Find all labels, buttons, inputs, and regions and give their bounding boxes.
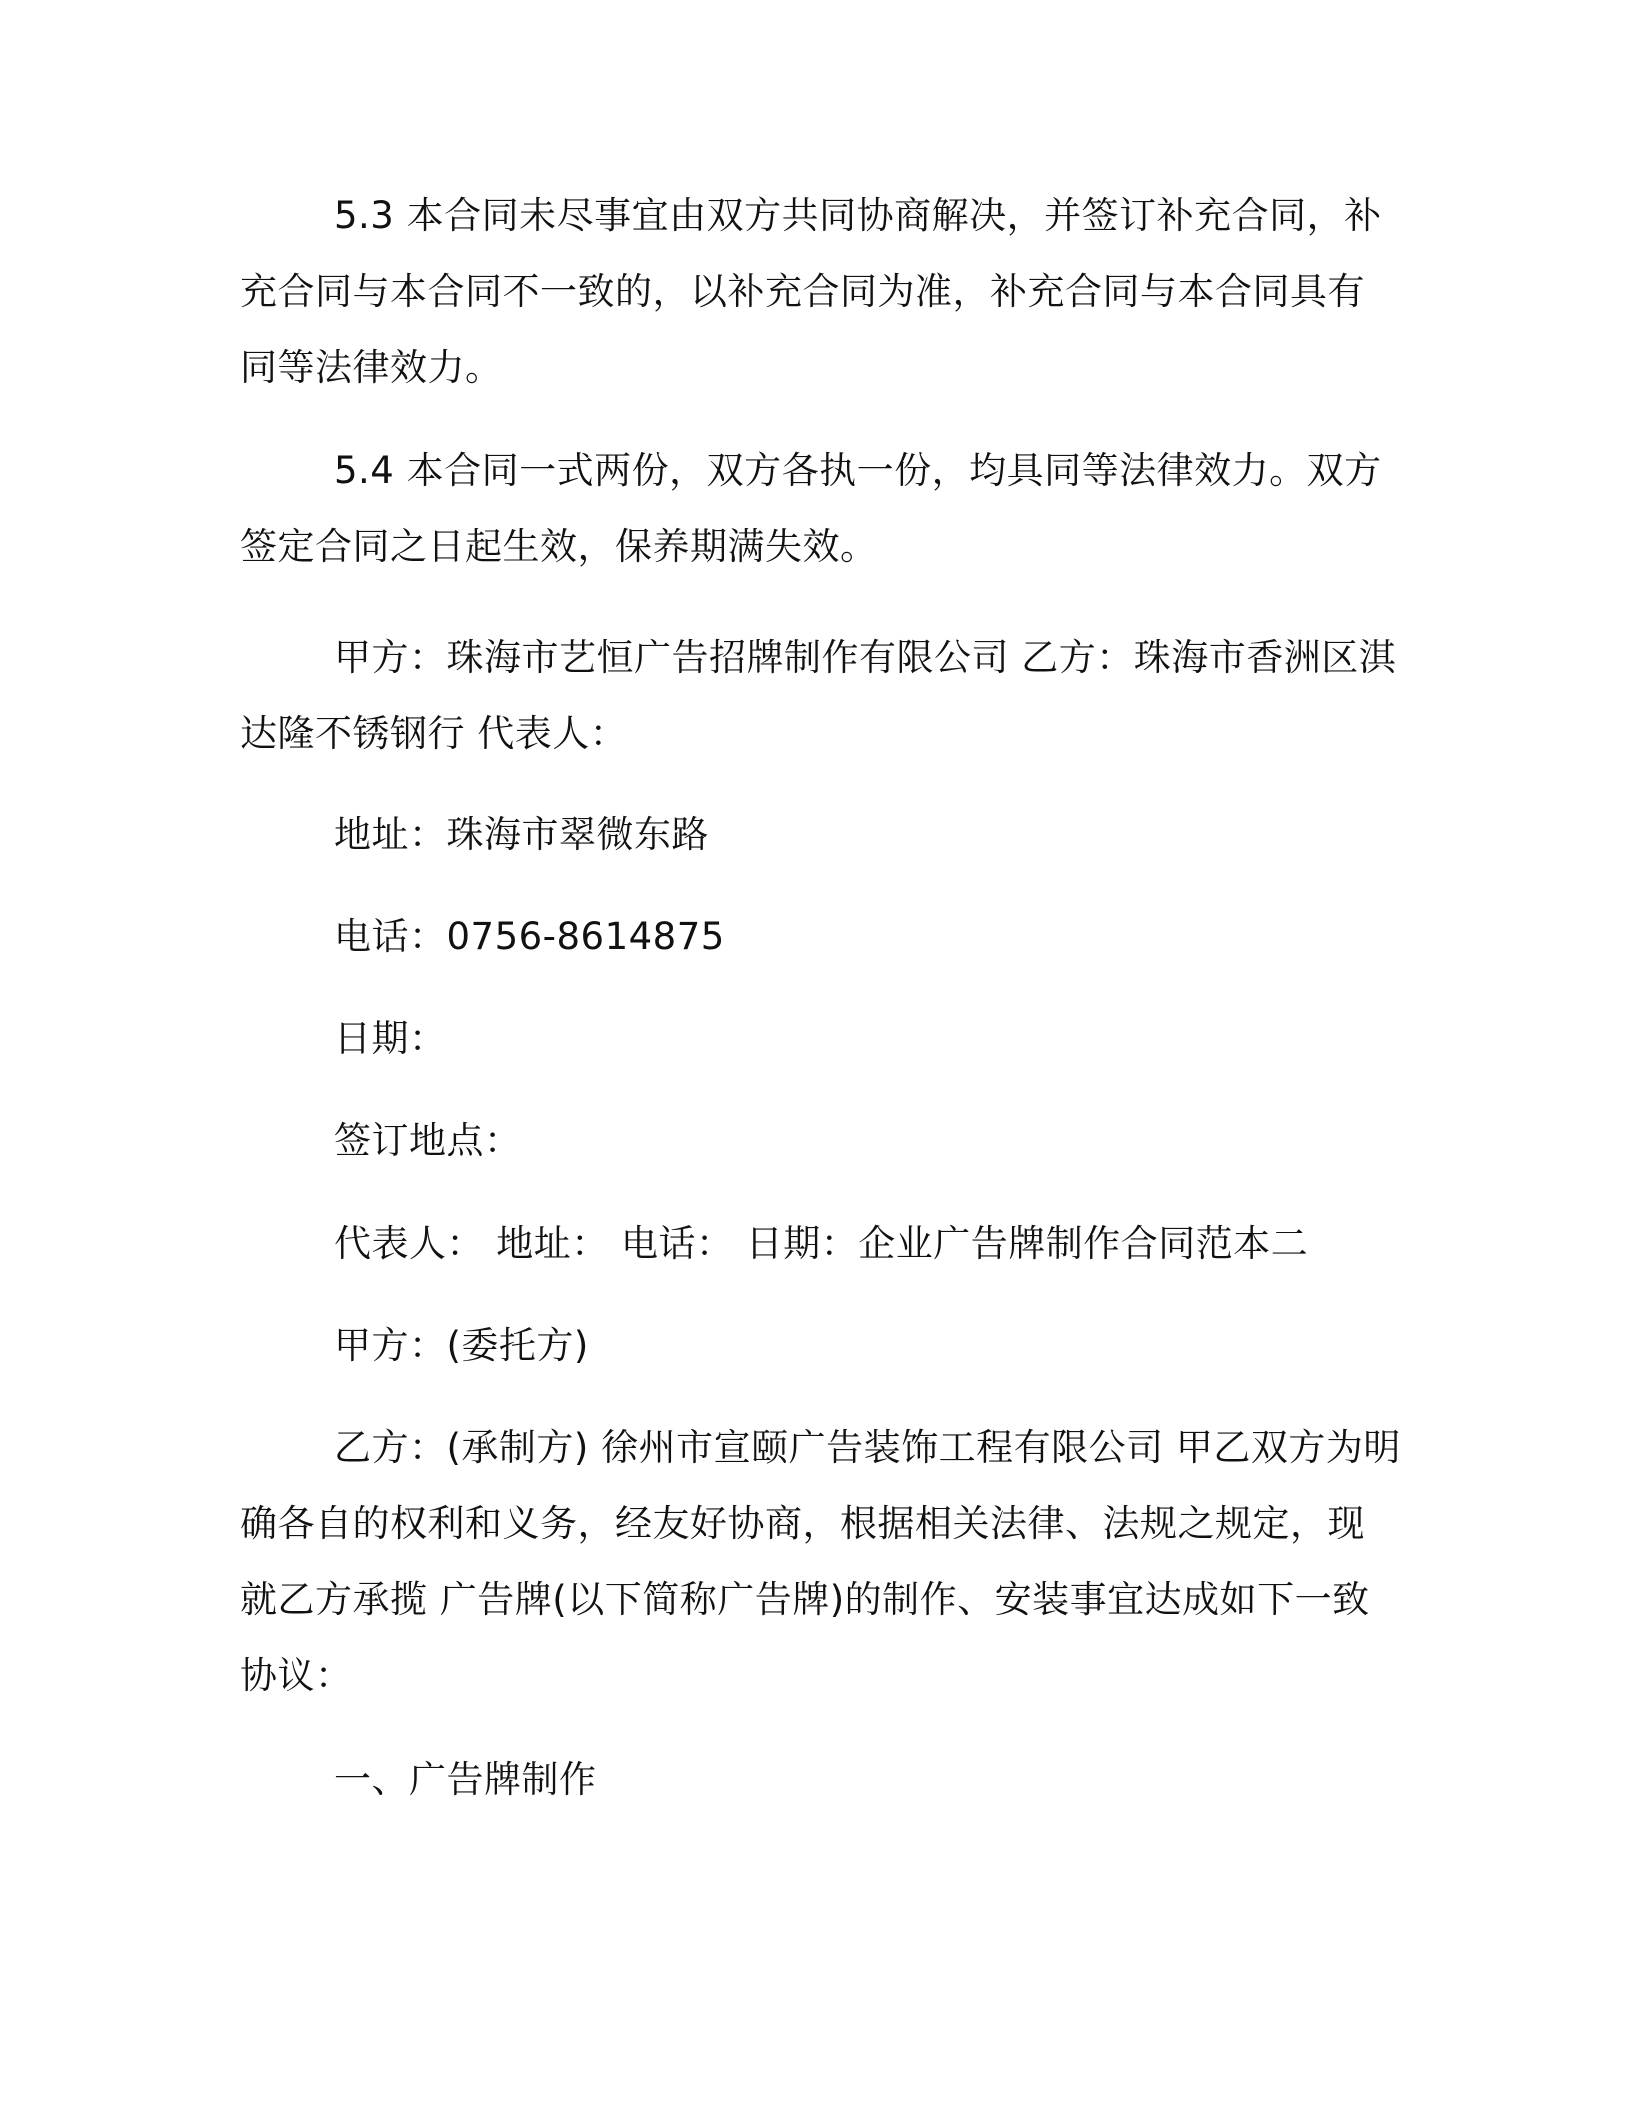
text-line: 5.4 本合同一式两份，双方各执一份，均具同等法律效力。双方 [334, 449, 1382, 492]
text-line: 甲方：珠海市艺恒广告招牌制作有限公司 乙方：珠海市香洲区淇 [334, 636, 1397, 679]
text-line: 同等法律效力。 [240, 346, 503, 389]
text-line: 一、广告牌制作 [334, 1758, 597, 1801]
paragraph-rep-line [240, 1206, 1400, 1282]
text-line: 就乙方承揽 广告牌(以下简称广告牌)的制作、安装事宜达成如下一致 [240, 1578, 1370, 1621]
text-line: 电话：0756-8614875 [334, 915, 725, 958]
text-line: 达隆不锈钢行 代表人： [240, 712, 628, 755]
section-heading-1 [240, 1742, 1400, 1818]
paragraph-phone [240, 899, 1400, 975]
paragraph-sign-place [240, 1103, 1400, 1179]
paragraph-party-b [240, 1410, 1400, 1714]
text-line: 地址：珠海市翠微东路 [334, 813, 709, 856]
text-line: 协议： [240, 1654, 353, 1697]
text-line: 充合同与本合同不一致的，以补充合同为准，补充合同与本合同具有 [240, 270, 1365, 313]
paragraph-address [240, 797, 1400, 873]
paragraph-clause-5-4 [240, 433, 1400, 585]
text-line: 甲方：(委托方) [334, 1324, 589, 1367]
paragraph-parties [240, 620, 1400, 772]
text-line: 乙方：(承制方) 徐州市宣颐广告装饰工程有限公司 甲乙双方为明 [334, 1426, 1401, 1469]
paragraph-date [240, 1001, 1400, 1077]
paragraph-party-a [240, 1308, 1400, 1384]
text-line: 5.3 本合同未尽事宜由双方共同协商解决，并签订补充合同，补 [334, 194, 1382, 237]
text-line: 代表人： 地址： 电话： 日期：企业广告牌制作合同范本二 [334, 1222, 1309, 1265]
text-line: 签定合同之日起生效，保养期满失效。 [240, 525, 878, 568]
text-line: 日期： [334, 1017, 447, 1060]
text-line: 确各自的权利和义务，经友好协商，根据相关法律、法规之规定，现 [240, 1502, 1365, 1545]
paragraph-clause-5-3 [240, 178, 1400, 406]
text-line: 签订地点： [334, 1119, 522, 1162]
